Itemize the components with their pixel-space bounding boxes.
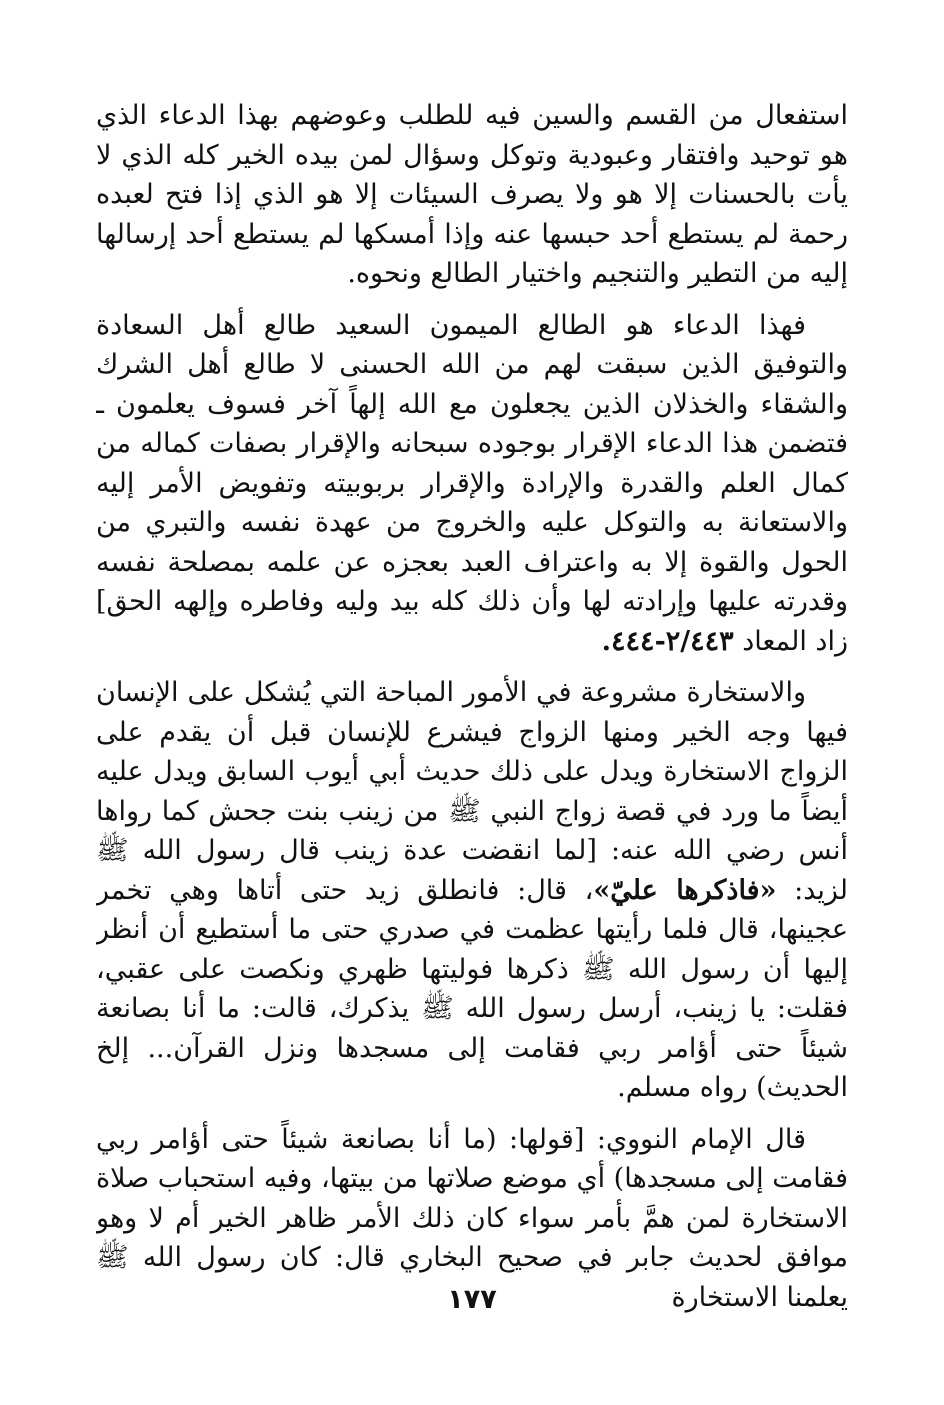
paragraph-2 [96,306,848,662]
paragraph-1-text: استفعال من القسم والسين فيه للطلب وعوضهم بهذا الدعاء الذي هو توحيد وافتقار وعبودية وتوكل وسؤال لمن بيده الخير كله الذي لا يأت بالحسنات إلا هو ولا يصرف السيئات إلا هو الذي إذا فتح لعبده رحمة لم يستطع أحد حبسها عنه وإذا أمسكها لم يستطع أحد إرسالها إليه من التطير والتنجيم واختيار الطالع ونحوه. [96,100,848,289]
paragraph-3 [96,673,848,1108]
page-body [96,96,848,1336]
paragraph-4-text: قال الإمام النووي: [قولها: (ما أنا بصانعة شيئاً حتى أؤامر ربي فقامت إلى مسجدها) أي موضع صلاتها من بيتها، وفيه استحباب صلاة الاستخارة لمن همَّ بأمر سواء كان ذلك الأمر ظاهر الخير أم لا وهو موافق لحديث جابر في صحيح البخاري قال: كان رسول الله ﷺ يعلمنا الاستخارة [96,1123,848,1313]
paragraph-1 [96,96,848,294]
citation-reference: ٢/٤٤٣-٤٤٤. [601,625,734,657]
paragraph-3-text-a: والاستخارة مشروعة في الأمور المباحة التي يُشكل على الإنسان فيها وجه الخير ومنها الزواج فيشرع للإنسان قبل أن يقدم على الزواج الاستخارة ويدل على ذلك حديث أبي أيوب السابق ويدل عليه أيضاً ما ورد في قصة زواج النبي ﷺ من زينب بنت جحش كما رواها أنس رضي الله عنه: [لما انقضت عدة زينب قال رسول الله ﷺ لزيد: [96,677,848,906]
page-number: ١٧٧ [447,1284,497,1315]
paragraph-3-text-b: ، قال: فانطلق زيد حتى أتاها وهي تخمر عجينها، قال فلما رأيتها عظمت في صدري حتى ما أستطيع أن أنظر إليها أن رسول الله ﷺ ذكرها فوليتها ظهري ونكصت على عقبي، فقلت: يا زينب، أرسل رسول الله ﷺ يذكرك، قالت: ما أنا بصانعة شيئاً حتى أؤامر ربي فقامت إلى مسجدها ونزل القرآن... إلخ الحديث) رواه مسلم. [96,874,848,1103]
paragraph-2-text: فهذا الدعاء هو الطالع الميمون السعيد طالع أهل السعادة والتوفيق الذين سبقت لهم من الله الحسنى لا طالع أهل الشرك والشقاء والخذلان الذين يجعلون مع الله إلهاً آخر فسوف يعلمون ـ فتضمن هذا الدعاء الإقرار بوجوده سبحانه والإقرار بصفات كماله من كمال العلم والقدرة والإرادة والإقرار بربوبيته وتفويض الأمر إليه والاستعانة به والتوكل عليه والخروج من عهدة نفسه والتبري من الحول والقوة إلا به واعتراف العبد بعجزه عن علمه بمصلحة نفسه وقدرته عليها وإرادته لها وأن ذلك كله بيد وليه وفاطره وإلهه الحق] زاد المعاد [96,309,848,657]
hadith-quote: «فاذكرها عليّ» [593,874,777,906]
